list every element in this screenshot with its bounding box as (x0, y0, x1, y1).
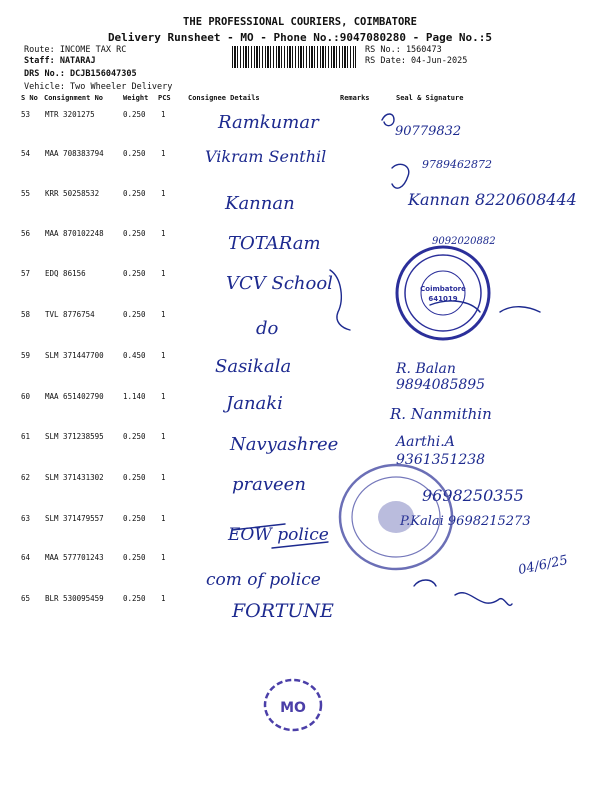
row-sno: 63 (21, 514, 31, 523)
handwritten-consignee: Navyashree (230, 434, 339, 455)
handwritten-signature: 9092020882 (432, 236, 496, 247)
row-sno: 61 (21, 432, 31, 441)
row-sno: 53 (21, 110, 31, 119)
route-label: Route: INCOME TAX RC (24, 45, 127, 55)
row-pcs: 1 (161, 310, 166, 319)
row-sno: 57 (21, 269, 31, 278)
handwritten-signature: P.Kalai 9698215273 (400, 514, 531, 529)
rs-date: RS Date: 04-Jun-2025 (365, 56, 468, 66)
row-consignment: MAA 651402790 (45, 392, 104, 401)
handwritten-signature: 9698250355 (422, 486, 524, 505)
col-seal-signature: Seal & Signature (396, 94, 464, 102)
row-weight: 0.250 (123, 553, 146, 562)
row-weight: 0.250 (123, 269, 146, 278)
col-consignee: Consignee Details (188, 94, 260, 102)
company-title: THE PROFESSIONAL COURIERS, COIMBATORE (183, 16, 417, 28)
row-weight: 0.250 (123, 149, 146, 158)
row-pcs: 1 (161, 351, 166, 360)
handwritten-consignee: Vikram Senthil (205, 147, 327, 166)
handwritten-consignee: EOW police (228, 525, 329, 545)
row-pcs: 1 (161, 149, 166, 158)
row-consignment: SLM 371479557 (45, 514, 104, 523)
row-consignment: MAA 870102248 (45, 229, 104, 238)
row-sno: 65 (21, 594, 31, 603)
row-consignment: KRR 50258532 (45, 189, 100, 198)
row-pcs: 1 (161, 473, 166, 482)
row-pcs: 1 (161, 189, 166, 198)
row-sno: 54 (21, 149, 31, 158)
row-weight: 0.250 (123, 432, 146, 441)
row-weight: 1.140 (123, 392, 146, 401)
row-pcs: 1 (161, 392, 166, 401)
handwritten-signature: 90779832 (395, 124, 462, 139)
handwritten-consignee: Janaki (226, 393, 283, 414)
row-weight: 0.250 (123, 514, 146, 523)
row-pcs: 1 (161, 594, 166, 603)
mo-stamp (262, 676, 324, 734)
row-consignment: SLM 371431302 (45, 473, 104, 482)
handwritten-signature: Aarthi.A 9361351238 (396, 434, 486, 468)
handwritten-date: 04/6/25 (516, 552, 570, 579)
handwritten-signature: R. Balan 9894085895 (396, 361, 486, 393)
col-sno: S No (21, 94, 38, 102)
row-sno: 59 (21, 351, 31, 360)
row-consignment: MTR 3201275 (45, 110, 95, 119)
drs-number: DRS No.: DCJB156047305 (24, 69, 137, 79)
row-weight: 0.250 (123, 229, 146, 238)
col-pcs: PCS (158, 94, 171, 102)
row-weight: 0.250 (123, 189, 146, 198)
handwritten-consignee: TOTARam (228, 233, 321, 254)
row-sno: 64 (21, 553, 31, 562)
handwritten-consignee: com of police (206, 570, 321, 590)
row-pcs: 1 (161, 514, 166, 523)
row-consignment: MAA 708383794 (45, 149, 104, 158)
row-consignment: SLM 371238595 (45, 432, 104, 441)
handwritten-consignee: do (256, 318, 279, 339)
row-weight: 0.450 (123, 351, 146, 360)
svg-text:641019: 641019 (428, 295, 458, 303)
row-pcs: 1 (161, 269, 166, 278)
svg-text:Coimbatore: Coimbatore (420, 285, 466, 293)
row-sno: 60 (21, 392, 31, 401)
row-pcs: 1 (161, 553, 166, 562)
handwritten-signature: 9789462872 (422, 158, 492, 171)
row-consignment: MAA 577701243 (45, 553, 104, 562)
row-sno: 56 (21, 229, 31, 238)
row-weight: 0.250 (123, 110, 146, 119)
row-pcs: 1 (161, 229, 166, 238)
mo-stamp-label: MO (280, 700, 306, 716)
handwritten-signature: R. Nanmithin (390, 405, 492, 423)
runsheet-subtitle: Delivery Runsheet - MO - Phone No.:9047080280 - Page No.:5 (107, 31, 493, 44)
handwritten-consignee: Ramkumar (218, 112, 319, 133)
row-weight: 0.250 (123, 473, 146, 482)
row-weight: 0.250 (123, 594, 146, 603)
row-consignment: TVL 8776754 (45, 310, 95, 319)
col-remarks: Remarks (340, 94, 370, 102)
col-consignment: Consignment No (44, 94, 104, 102)
row-consignment: BLR 530095459 (45, 594, 104, 603)
handwritten-signature: Kannan 8220608444 (408, 190, 577, 209)
row-sno: 62 (21, 473, 31, 482)
handwritten-consignee: VCV School (226, 273, 333, 294)
col-weight: Weight (123, 94, 149, 102)
rs-number: RS No.: 1560473 (365, 45, 442, 55)
row-sno: 55 (21, 189, 31, 198)
handwritten-consignee: FORTUNE (232, 600, 334, 622)
row-consignment: SLM 371447700 (45, 351, 104, 360)
vehicle-label: Vehicle: Two Wheeler Delivery (24, 82, 173, 92)
row-pcs: 1 (161, 110, 166, 119)
staff-label: Staff: NATARAJ (24, 56, 96, 66)
handwritten-consignee: praveen (232, 474, 306, 495)
row-consignment: EDQ 86156 (45, 269, 86, 278)
row-sno: 58 (21, 310, 31, 319)
handwritten-consignee: Sasikala (215, 356, 292, 377)
row-pcs: 1 (161, 432, 166, 441)
handwritten-consignee: Kannan (225, 193, 295, 214)
row-weight: 0.250 (123, 310, 146, 319)
